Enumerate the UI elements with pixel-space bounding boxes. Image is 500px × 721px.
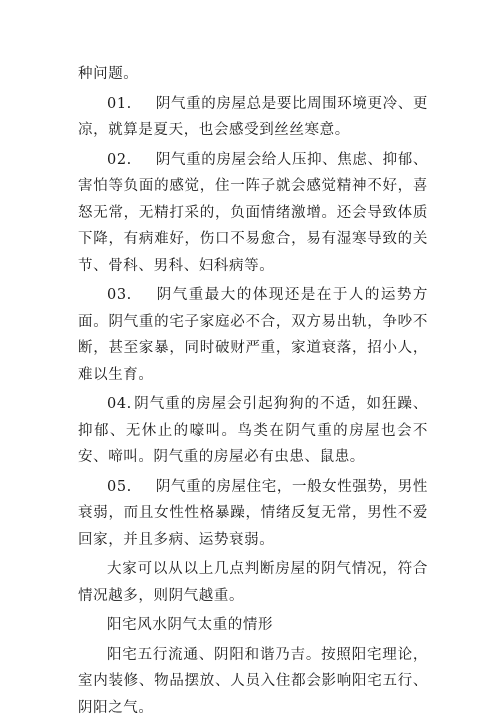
- item-number: 03.: [107, 287, 132, 303]
- item-text: 阴气重的房屋总是要比周围环境更冷、更凉，就算是夏天，也会感受到丝丝寒意。: [78, 96, 428, 139]
- intro-tail-paragraph: [78, 61, 428, 88]
- section-title: 阳宅风水阴气太重的情形: [78, 612, 428, 639]
- item-number: 02.: [107, 152, 132, 168]
- item-text: 阴气重的房屋会引起狗狗的不适，如狂躁、抑郁、无休止的嚎叫。鸟类在阴气重的房屋也会不安、啼叫。阴气重的房屋必有虫患、鼠患。: [78, 396, 428, 465]
- list-item-03: [78, 282, 428, 388]
- intro-tail-text: 种问题。: [78, 66, 138, 82]
- section-text: 阳宅五行流通、阴阳和谐乃吉。按照阳宅理论，室内装修、物品摆放、人员入住都会影响阳宅五行、阴阳之气。: [78, 647, 428, 716]
- summary-paragraph: [78, 556, 428, 609]
- item-text: 阴气重的房屋会给人压抑、焦虑、抑郁、害怕等负面的感觉，住一阵子就会感觉精神不好，喜怒无常，无精打采的，负面情绪激增。还会导致体质下降，有病难好，伤口不易愈合，易有湿寒导致的关节、骨科、男科、妇科病等。: [78, 152, 428, 274]
- list-item-02: [78, 147, 428, 280]
- item-text: 阴气重的房屋住宅，一般女性强势，男性衰弱，而且女性性格暴躁，情绪反复无常，男性不爱回家，并且多病、运势衰弱。: [78, 479, 428, 548]
- list-item-04: [78, 391, 428, 471]
- list-item-01: [78, 91, 428, 144]
- section-paragraph: [78, 642, 428, 721]
- item-number: 01.: [107, 96, 132, 112]
- item-number: 05.: [107, 479, 132, 495]
- list-item-05: [78, 474, 428, 554]
- item-text: 阴气重最大的体现还是在于人的运势方面。阴气重的宅子家庭必不合，双方易出轨，争吵不断，甚至家暴，同时破财严重，家道衰落，招小人，难以生育。: [78, 287, 428, 383]
- summary-text: 大家可以从以上几点判断房屋的阴气情况，符合情况越多，则阴气越重。: [78, 561, 428, 604]
- item-number: 04.: [107, 396, 132, 412]
